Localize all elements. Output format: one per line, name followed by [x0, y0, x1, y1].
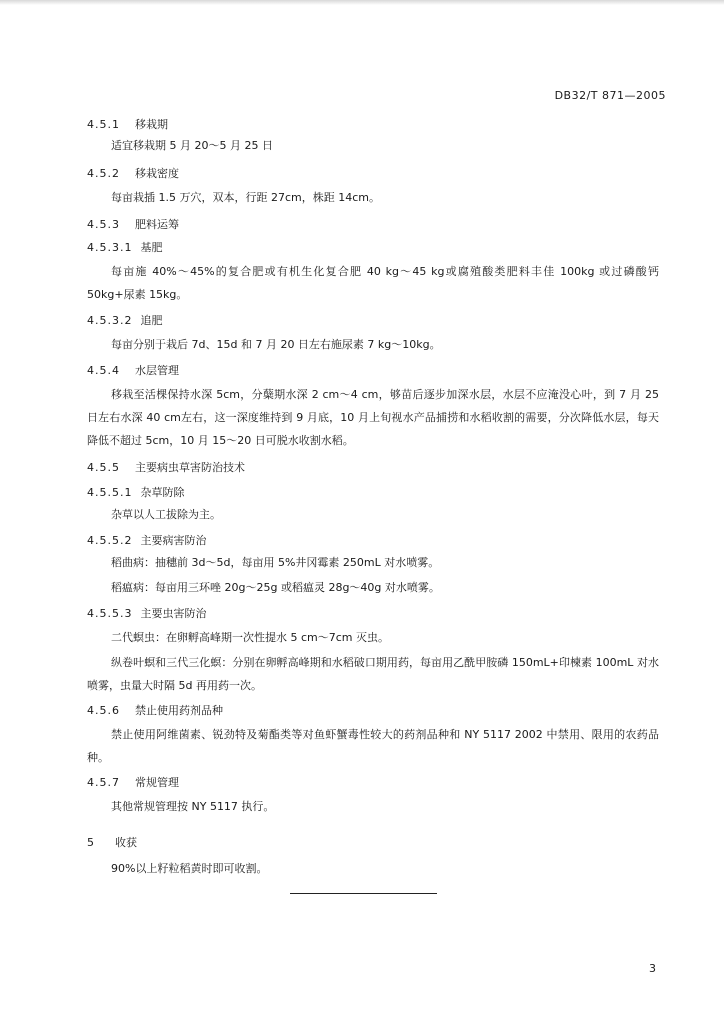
- section-title: 收获: [115, 836, 137, 849]
- section-title: 主要虫害防治: [140, 607, 207, 620]
- paragraph-rice-blast: 稻瘟病：每亩用三环唑 20g～25g 或稻瘟灵 28g～40g 对水喷雾。: [111, 581, 440, 594]
- section-title: 常规管理: [135, 776, 179, 789]
- section-number: 4.5.2: [87, 167, 120, 180]
- paragraph-leaf-roller: 纵卷叶螟和三代三化螟：分别在卵孵高峰期和水稻破口期用药，每亩用乙酰甲胺磷 150mL+印楝素 100mL 对水喷雾，虫量大时隔 5d 再用药一次。: [87, 656, 659, 692]
- section-number: 4.5.4: [87, 364, 120, 377]
- paragraph-routine-management: 其他常规管理按 NY 5117 执行。: [111, 800, 275, 813]
- section-heading-4-5-3: [87, 216, 179, 232]
- section-heading-5: [87, 834, 137, 850]
- section-heading-4-5-5-1: [87, 484, 184, 500]
- paragraph-water-management: 移栽至活棵保持水深 5cm，分蘖期水深 2 cm～4 cm，够苗后逐步加深水层，水层不应淹没心叶，到 7 月 25 日左右水深 40 cm左右，这一深度维持到 9 月底，10 月上旬视水产品捕捞和水稻收割的需要，分次降低水层，每天降低不超过 5cm，10 月 15～20 日可脱水收割水稻。: [87, 388, 659, 447]
- section-heading-4-5-5: [87, 459, 245, 475]
- section-title: 肥料运筹: [135, 218, 179, 231]
- section-number: 4.5.5: [87, 461, 120, 474]
- section-heading-4-5-2: [87, 165, 179, 181]
- section-title: 移栽期: [135, 118, 168, 131]
- page-number: 3: [649, 962, 656, 975]
- section-number: 4.5.6: [87, 704, 120, 717]
- paragraph-banned-pesticides: 禁止使用阿维菌素、锐劲特及菊酯类等对鱼虾蟹毒性较大的药剂品种和 NY 5117 2002 中禁用、限用的农药品种。: [87, 728, 659, 764]
- scan-edge: [0, 0, 724, 5]
- paragraph-top-dressing: 每亩分别于栽后 7d、15d 和 7 月 20 日左右施尿素 7 kg～10kg。: [111, 338, 441, 351]
- section-title: 追肥: [140, 314, 163, 327]
- section-title: 移栽密度: [135, 167, 179, 180]
- section-title: 杂草防除: [140, 486, 185, 499]
- section-number: 4.5.1: [87, 118, 120, 131]
- section-heading-4-5-1: [87, 116, 168, 132]
- section-number: 4.5.3: [87, 218, 120, 231]
- paragraph-transplant-period: 适宜移栽期 5 月 20～5 月 25 日: [111, 139, 273, 152]
- section-title: 基肥: [140, 241, 163, 254]
- section-number: 5: [87, 836, 95, 849]
- paragraph-stem-borer: 二代螟虫：在卵孵高峰期一次性提水 5 cm～7cm 灭虫。: [111, 631, 390, 644]
- section-number: 4.5.5.2: [87, 534, 133, 547]
- section-title: 水层管理: [135, 364, 179, 377]
- paragraph-base-fertilizer: 每亩施 40%～45%的复合肥或有机生化复合肥 40 kg～45 kg或腐殖酸类肥料丰佳 100kg 或过磷酸钙 50kg+尿素 15kg。: [87, 265, 659, 301]
- section-heading-4-5-5-2: [87, 532, 206, 548]
- section-number: 4.5.3.2: [87, 314, 133, 327]
- section-heading-4-5-3-2: [87, 312, 162, 328]
- section-heading-4-5-4: [87, 362, 179, 378]
- section-title: 禁止使用药剂品种: [135, 704, 223, 717]
- end-rule: [290, 893, 437, 894]
- section-number: 4.5.5.3: [87, 607, 133, 620]
- section-title: 主要病害防治: [140, 534, 207, 547]
- section-heading-4-5-6: [87, 702, 223, 718]
- section-number: 4.5.5.1: [87, 486, 133, 499]
- section-heading-4-5-7: [87, 774, 179, 790]
- section-title: 主要病虫草害防治技术: [135, 461, 245, 474]
- paragraph-transplant-density: 每亩栽插 1.5 万穴，双本，行距 27cm，株距 14cm。: [111, 191, 380, 204]
- section-heading-4-5-3-1: [87, 239, 162, 255]
- paragraph-harvest: 90%以上籽粒稻黄时即可收割。: [111, 862, 268, 875]
- section-number: 4.5.3.1: [87, 241, 133, 254]
- section-heading-4-5-5-3: [87, 605, 206, 621]
- section-number: 4.5.7: [87, 776, 120, 789]
- standard-number: DB32/T 871—2005: [554, 89, 666, 102]
- paragraph-false-smut: 稻曲病：抽穗前 3d～5d，每亩用 5%井冈霉素 250mL 对水喷雾。: [111, 556, 440, 569]
- paragraph-weed-control: 杂草以人工拔除为主。: [111, 508, 221, 521]
